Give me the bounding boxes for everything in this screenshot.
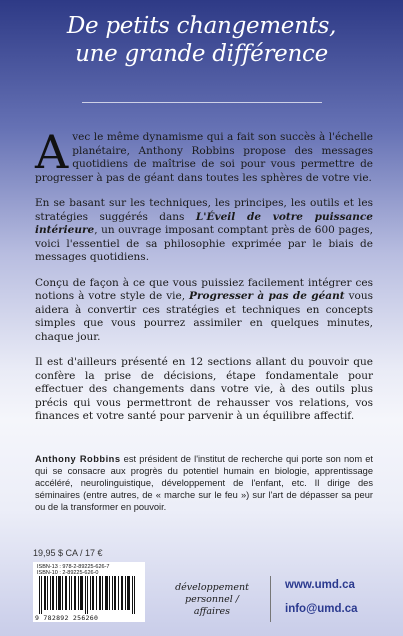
barcode-panel (33, 562, 145, 622)
footer-divider (270, 576, 271, 622)
book-title-progresser: Progresser à pas de géant (189, 290, 345, 302)
email-link[interactable]: info@umd.ca (285, 603, 358, 615)
headline (0, 12, 403, 68)
website-link[interactable]: www.umd.ca (285, 579, 355, 591)
headline-line-1: De petits changements, (66, 13, 337, 39)
paragraph-2 (35, 197, 373, 265)
author-bio-text: est président de l'institut de recherche qui porte son nom et qui se consacre aux progrès du potentiel humain en biologie, apprentissage accéléré, neurolinguistique, développement de l'enfant, etc. Il dirige des séminaires (entre autres, de « marche sur le feu ») sur l'art de dépasser sa peur ou de la transformer en pouvoir. (35, 454, 373, 512)
price: 19,95 $ CA / 17 € (33, 548, 103, 558)
paragraph-1-text: vec le même dynamisme qui a fait son succès à l'échelle planétaire, Anthony Robbins propose des messages quotidiens de maîtrise de soi pour vous permettre de progresser à pas de géant dans toutes les sphères de votre vie. (35, 131, 373, 184)
paragraph-4: Il est d'ailleurs présenté en 12 sections allant du pouvoir que confère la prise de décisions, étape fondamentale pour effectuer des changements dans votre vie, à des outils plus précis qui vous permettront de rehausser vos relations, vos finances et votre santé pour parvenir à un équilibre affectif. (35, 356, 373, 422)
isbn-13: ISBN-13 : 978-2-89225-626-7 (37, 564, 110, 570)
drop-cap: A (35, 125, 69, 179)
paragraph-3-text-a: Conçu de façon à ce que vous puissiez facilement intégrer ces notions à votre style de vie, (35, 276, 373, 302)
paragraph-2-text-b: , un ouvrage imposant comptant près de 600 pages, voici l'essentiel de sa philosophie exprimée par le biais de messages quotidiens. (35, 224, 373, 263)
book-title-eveil: L'Éveil de votre puissance intérieure (35, 210, 373, 236)
paragraph-3 (35, 277, 373, 345)
barcode-number: 9 782892 256260 (35, 614, 99, 622)
isbn-10: ISBN-10 : 2-89225-626-0 (37, 570, 99, 576)
headline-divider (82, 102, 322, 103)
paragraph-2-text-a: En se basant sur les techniques, les principes, les outils et les stratégies suggérés dans (35, 197, 373, 223)
paragraph-1 (35, 125, 373, 185)
paragraph-3-text-b: vous aidera à convertir ces stratégies et techniques en concepts simples que vous pourrez assimiler en quelques minutes, chaque jour. (35, 290, 373, 343)
description (35, 125, 373, 436)
category-line-1: développement personnel / (175, 582, 249, 605)
barcode-icon (39, 576, 139, 614)
author-name: Anthony Robbins (35, 454, 121, 464)
headline-line-2: une grande différence (75, 41, 328, 67)
author-bio (35, 453, 373, 513)
category (160, 582, 264, 618)
category-line-2: affaires (193, 606, 231, 617)
